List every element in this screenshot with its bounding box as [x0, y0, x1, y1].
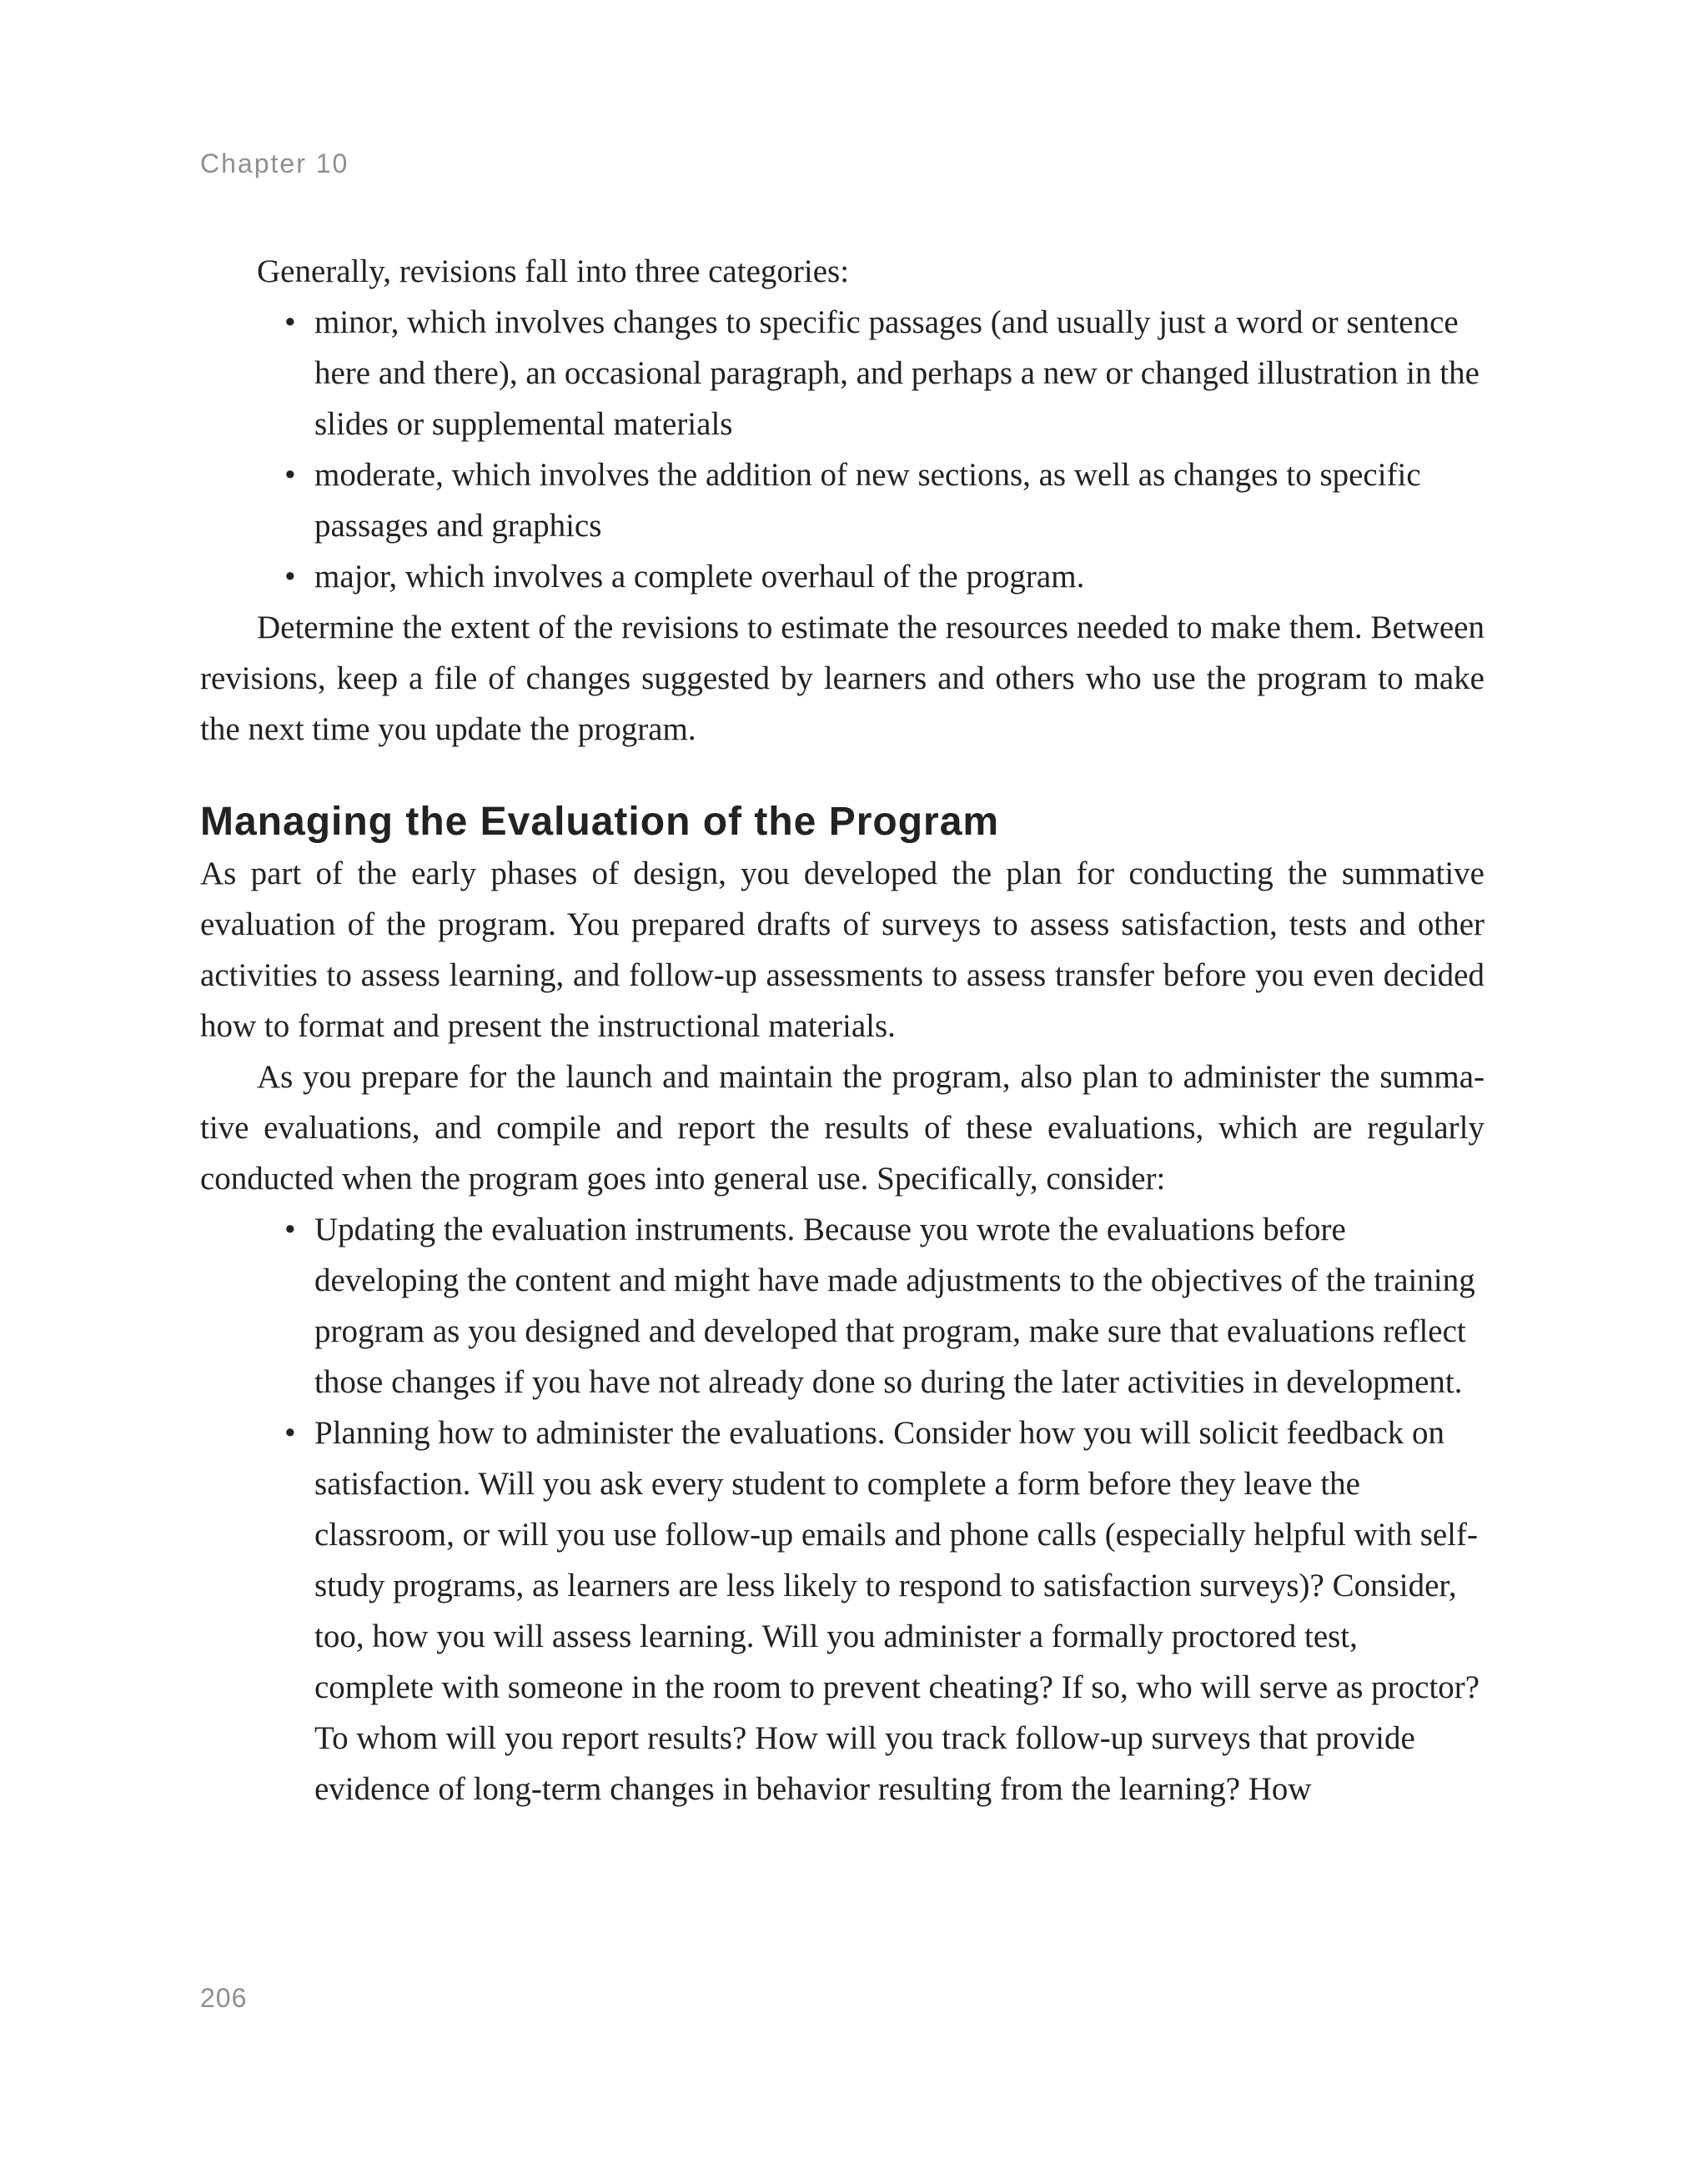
- bullet-icon: •: [284, 559, 296, 595]
- bullet-icon: •: [284, 457, 296, 493]
- section-paragraph: As part of the early phases of design, you developed the plan for conducting the summative evaluation of the program. You prepared drafts of surveys to assess satisfaction, tests and other activities to assess learning, and follow-up assessments to assess transfer before you even decided how to format and present the instructional materials.: [200, 856, 1484, 1044]
- list-item: [284, 297, 1482, 449]
- bullet-icon: •: [284, 304, 296, 340]
- section-paragraph: As you prepare for the launch and maintain the program, also plan to administer the summative evaluations, and compile and report the results of these evaluations, which are regularly conducted when the program goes into general use. Specifically, consider:: [200, 1059, 1484, 1197]
- list-item-text: moderate, which involves the addition of new sections, as well as changes to specific passages and graphics: [314, 457, 1421, 544]
- bullet-icon: •: [284, 1212, 296, 1247]
- list-item-text: Updating the evaluation instruments. Because you wrote the evaluations before developing the content and might have made adjustments to the objectives of the training program as you designed and developed that program, make sure that evaluations reflect those changes if you have not already done so during the later activities in development.: [314, 1212, 1475, 1400]
- bullet-icon: •: [284, 1415, 296, 1451]
- running-head: Chapter 10: [200, 148, 349, 178]
- list-item-text: Planning how to administer the evaluations. Consider how you will solicit feedback on satisfaction. Will you ask every student to complete a form before they leave the classroom, or will you use follow-up emails and phone calls (especially helpful with self-study programs, as learners are less likely to respond to satisfaction surveys)? Consider, too, how you will assess learning. Will you administer a formally proctored test, complete with someone in the room to prevent cheating? If so, who will serve as proctor? To whom will you report results? How will you track follow-up surveys that provide evidence of long-term changes in behavior resulting from the learning? How: [314, 1415, 1480, 1807]
- section-heading: Managing the Evaluation of the Program: [200, 800, 1000, 844]
- revision-lead-in: Generally, revisions fall into three categories:: [257, 253, 850, 289]
- list-item-text: major, which involves a complete overhaul of the program.: [314, 559, 1085, 595]
- list-item: [284, 551, 1482, 602]
- body-text: [200, 246, 1484, 1814]
- page-number: 206: [200, 1983, 248, 2013]
- list-item-text: minor, which involves changes to specific passages (and usually just a word or sentence here and there), an occasional paragraph, and perhaps a new or changed illustration in the slides or supplemental materials: [314, 304, 1479, 442]
- list-item: [284, 1204, 1482, 1408]
- considerations-list: [200, 1204, 1482, 1814]
- revision-categories-list: [200, 297, 1482, 602]
- list-item: [284, 1408, 1482, 1814]
- list-item: [284, 449, 1482, 551]
- revision-closing-paragraph: Determine the extent of the revisions to estimate the resources needed to make them. Between revisions, keep a file of changes suggested by learners and others who use the program to make the next time you update the program.: [200, 610, 1484, 747]
